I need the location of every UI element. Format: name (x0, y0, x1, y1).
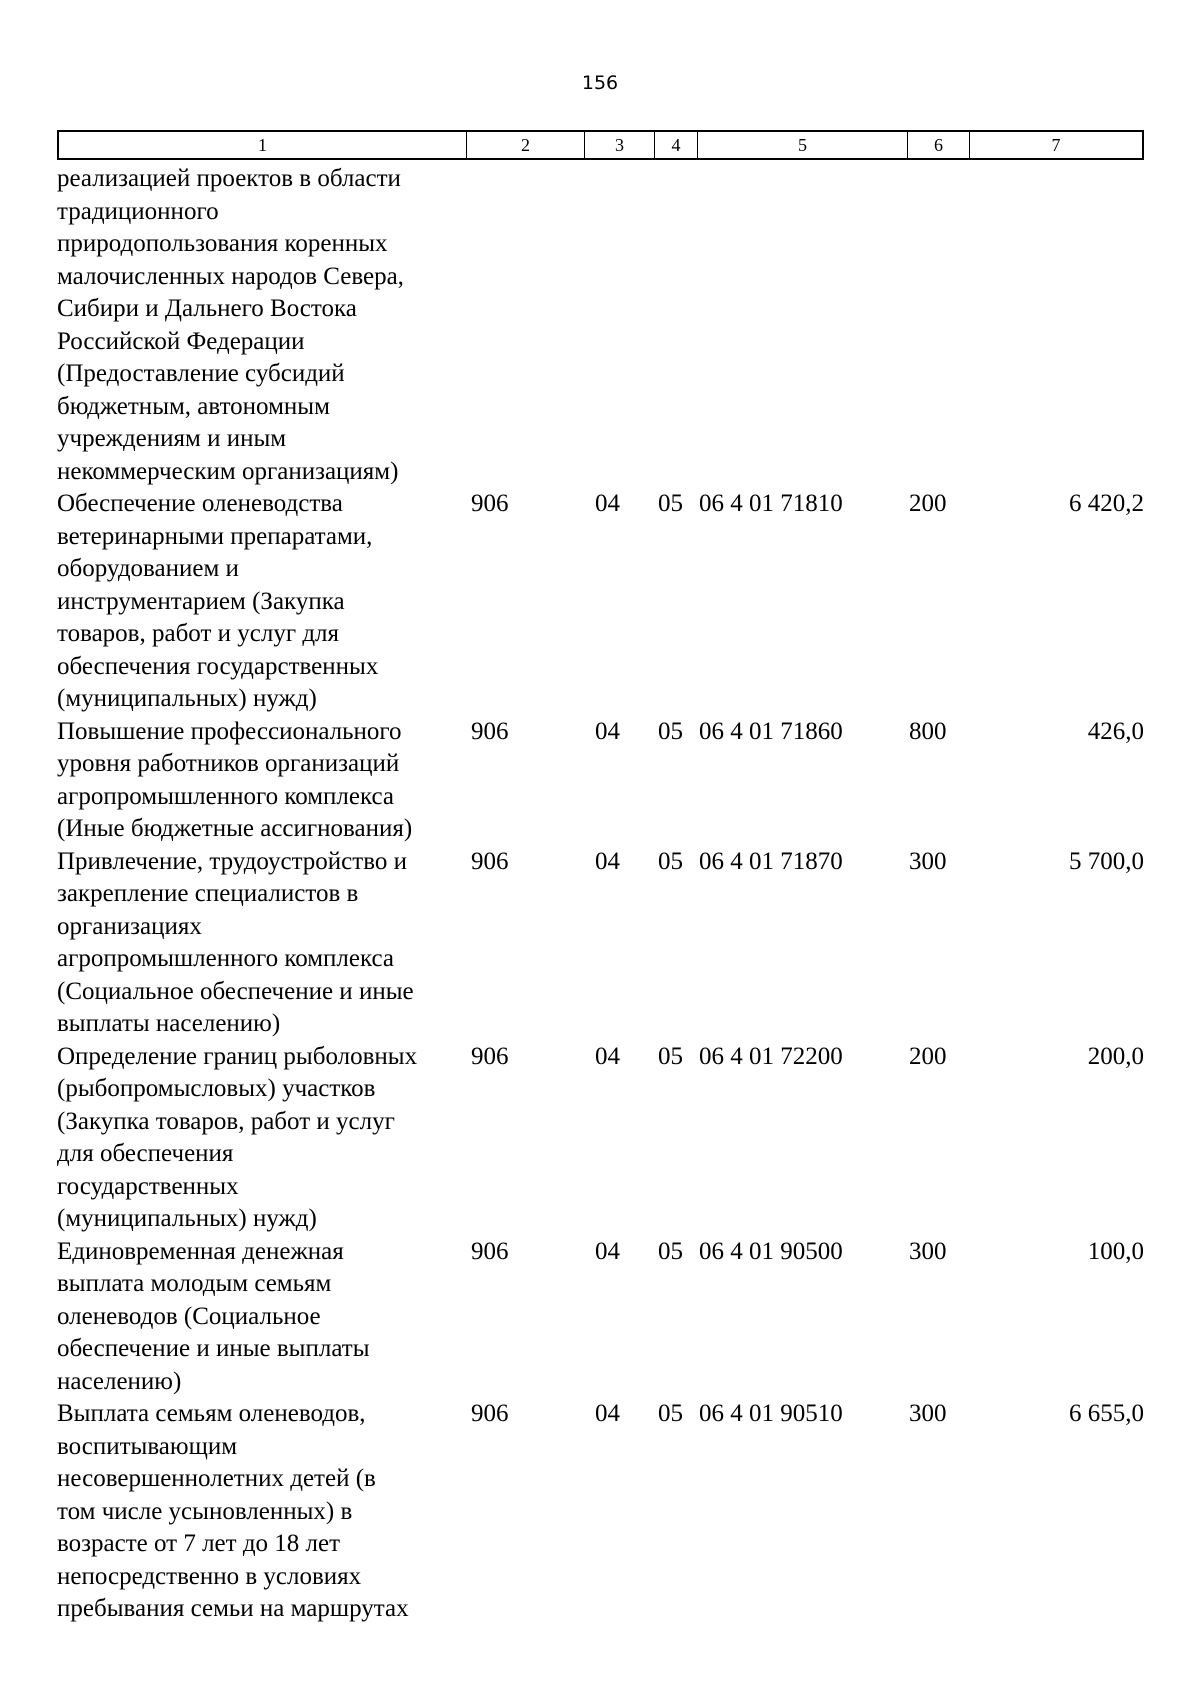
row-col-4: 05 (658, 1400, 683, 1427)
row-col-5: 06 4 01 90510 (699, 1400, 843, 1427)
header-col-7: 7 (1051, 134, 1061, 155)
row-col-2: 906 (471, 847, 509, 875)
header-col-2: 2 (467, 132, 585, 158)
row-col-6: 300 (909, 1237, 947, 1265)
row-col-3: 04 (595, 1042, 620, 1070)
row-name: Выплата семьям оленеводов, воспитывающим несовершеннолетних детей (в том числе усыновленных) в возрасте от 7 лет до 18 лет непосредственно в условиях пребывания семьи на маршрутах (57, 1400, 409, 1622)
header-col-6: 6 (908, 132, 970, 158)
row-col-4: 05 (658, 717, 683, 745)
row-col-5: 06 4 01 72200 (699, 1042, 843, 1070)
row-col-5: 06 4 01 71860 (699, 717, 843, 745)
row-col-2: 906 (471, 1042, 509, 1070)
header-col-4: 4 (655, 132, 698, 158)
table-row (57, 716, 1144, 846)
table-body (57, 163, 1144, 1626)
row-col-3: 04 (595, 1400, 620, 1427)
row-col-5: 06 4 01 90500 (699, 1237, 843, 1265)
header-col-3: 3 (585, 132, 655, 158)
row-col-7: 5 700,0 (1069, 847, 1144, 875)
row-col-6: 800 (909, 717, 947, 745)
row-name: реализацией проектов в области традиционного природопользования коренных малочисленных народов Севера, Сибири и Дальнего Востока Российской Федерации (Предоставление субсидий бюджетным, автономным учреждениям и иным некоммерческим организациям) (57, 165, 404, 485)
table-header (57, 130, 1144, 160)
row-col-4: 05 (658, 490, 683, 517)
row-col-6: 300 (909, 847, 947, 875)
row-col-3: 04 (595, 717, 620, 745)
row-col-6: 200 (909, 490, 947, 517)
table-row (57, 488, 1144, 716)
row-col-4: 05 (658, 847, 683, 875)
row-col-2: 906 (471, 717, 509, 745)
row-col-2: 906 (471, 490, 509, 517)
row-name: Привлечение, трудоустройство и закрепление специалистов в организациях агропромышленного комплекса (Социальное обеспечение и иные выплаты населению) (57, 847, 414, 1037)
row-col-3: 04 (595, 847, 620, 875)
row-name: Повышение профессионального уровня работников организаций агропромышленного комплекса (Иные бюджетные ассигнования) (57, 717, 413, 842)
row-col-7: 100,0 (1087, 1237, 1144, 1265)
row-name: Определение границ рыболовных (рыбопромысловых) участков (Закупка товаров, работ и услуг для обеспечения государственных (муниципальных) нужд) (57, 1042, 418, 1232)
row-col-6: 200 (909, 1042, 947, 1070)
header-col-1: 1 (59, 132, 467, 158)
row-col-6: 300 (909, 1400, 947, 1427)
row-col-7: 6 420,2 (1069, 490, 1144, 517)
table-row (57, 1041, 1144, 1236)
row-col-2: 906 (471, 1400, 509, 1427)
table-row (57, 1236, 1144, 1399)
row-col-2: 906 (471, 1237, 509, 1265)
row-col-4: 05 (658, 1042, 683, 1070)
row-name: Обеспечение оленеводства ветеринарными препаратами, оборудованием и инструментарием (Закупка товаров, работ и услуг для обеспечения государственных (муниципальных) нужд) (57, 490, 379, 712)
row-col-3: 04 (595, 490, 620, 517)
row-col-7: 426,0 (1087, 717, 1144, 745)
table-row (57, 163, 1144, 488)
page-number: 156 (581, 72, 619, 94)
row-col-5: 06 4 01 71870 (699, 847, 843, 875)
row-col-3: 04 (595, 1237, 620, 1265)
table-row (57, 846, 1144, 1041)
row-col-4: 05 (658, 1237, 683, 1265)
row-col-5: 06 4 01 71810 (699, 490, 843, 517)
row-col-7: 6 655,0 (1069, 1400, 1144, 1427)
header-col-5: 5 (698, 132, 908, 158)
table-row (57, 1398, 1144, 1626)
row-col-7: 200,0 (1087, 1042, 1144, 1070)
row-name: Единовременная денежная выплата молодым семьям оленеводов (Социальное обеспечение и иные выплаты населению) (57, 1237, 370, 1395)
